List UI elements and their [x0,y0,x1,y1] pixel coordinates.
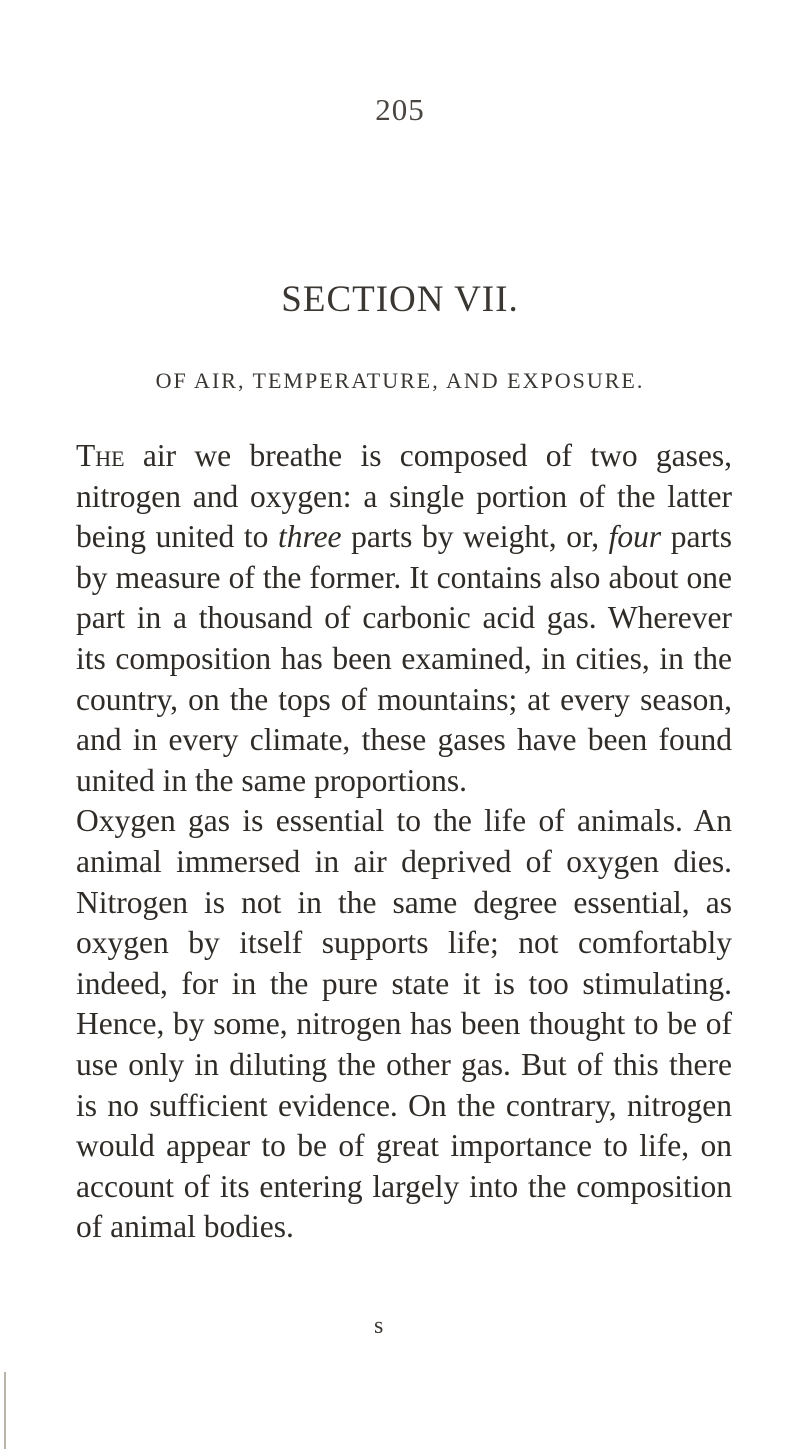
section-heading: SECTION VII. [281,279,519,320]
paragraph-1 [76,436,732,801]
paragraph-1-segment-2: parts by weight, or, [341,519,609,555]
paragraph-1-segment-1: air we breathe is composed of two gases, nitrogen and oxygen: a single portion of the latter being united to [76,438,732,555]
body-text [76,436,732,1248]
section-subheading: OF AIR, TEMPERATURE, AND EXPOSURE. [155,368,645,393]
margin-line [4,1372,6,1449]
paragraph-1-first-word: The [76,438,125,473]
paragraph-1-emphasis-2: four [608,519,662,555]
paragraph-1-segment-3: parts by measure of the former. It contains also about one part in a thousand of carbonic acid gas. Wherever its composition has been examined, in cities, in the country, on the tops of mountains; at every season, and in every climate, these gases have been found united in the same proportions. [76,519,732,798]
paragraph-2: Oxygen gas is essential to the life of animals. An animal immersed in air deprived of oxygen dies. Nitrogen is not in the same degree essential, as oxygen by itself supports life; not comfortably indeed, for in the pure state it is too stimulating. Hence, by some, nitrogen has been thought to be of use only in diluting the other gas. But of this there is no sufficient evidence. On the contrary, nitrogen would appear to be of great importance to life, on account of its entering largely into the composition of animal bodies. [76,803,732,1245]
paragraph-1-emphasis-1: three [277,519,342,555]
catchword: s [374,1313,384,1339]
page-number: 205 [375,92,425,127]
